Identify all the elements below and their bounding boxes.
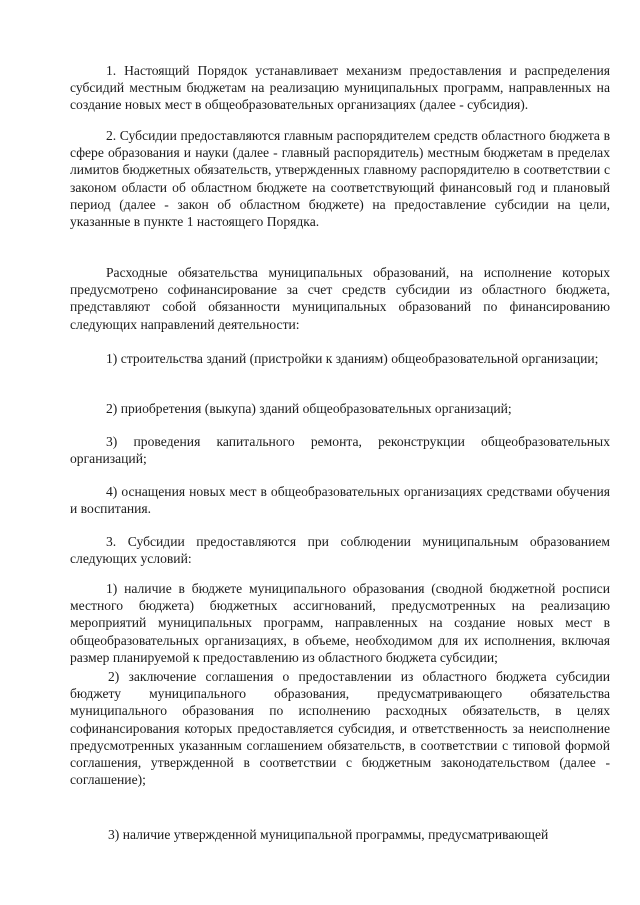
list-item-2: 2) приобретения (выкупа) зданий общеобразовательных организаций; xyxy=(106,401,512,416)
list-item-1: 1) строительства зданий (пристройки к зданиям) общеобразовательной организации; xyxy=(106,351,599,366)
paragraph-4: 3. Субсидии предоставляются при соблюдении муниципальным образованием следующих условий: xyxy=(70,534,610,567)
paragraph-2: 2. Субсидии предоставляются главным распорядителем средств областного бюджета в сфере образования и науки (далее - главный распорядитель) местным бюджетам в пределах лимитов бюджетных обязательств, утвержденных главному распорядителю в соответствии с законом области об областном бюджете на соответствующий финансовый год и плановый период (далее - закон об областном бюджете) на предоставление субсидии на цели, указанные в пункте 1 настоящего Порядка. xyxy=(70,128,610,230)
paragraph-1: 1. Настоящий Порядок устанавливает механизм предоставления и распределения субсидий местным бюджетам на реализацию муниципальных программ, направленных на создание новых мест в общеобразовательных организациях (далее - субсидия). xyxy=(70,63,610,113)
condition-3: 3) наличие утвержденной муниципальной программы, предусматривающей xyxy=(108,827,549,842)
list-item-4: 4) оснащения новых мест в общеобразовательных организациях средствами обучения и воспитания. xyxy=(70,484,610,517)
condition-1: 1) наличие в бюджете муниципального образования (сводной бюджетной росписи местного бюджета) бюджетных ассигнований, предусмотренных на реализацию мероприятий муниципальных программ, направленных на создание новых мест в общеобразовательных организациях, в объеме, необходимом для их исполнения, включая размер планируемой к предоставлению из областного бюджета субсидии; xyxy=(70,581,610,665)
condition-2: 2) заключение соглашения о предоставлении из областного бюджета субсидии бюджету муниципального образования, предусматривающего обязательства муниципального образования по исполнению расходных обязательств, в целях софинансирования которых предоставляется субсидия, и ответственность за неисполнение предусмотренных указанным соглашением обязательств, в соответствии с типовой формой соглашения, утвержденной в соответствии с бюджетным законодательством (далее - соглашение); xyxy=(70,669,610,788)
paragraph-3: Расходные обязательства муниципальных образований, на исполнение которых предусмотрено софинансирование за счет средств субсидии из областного бюджета, представляют собой обязанности муниципальных образований по финансированию следующих направлений деятельности: xyxy=(70,265,610,332)
list-item-3: 3) проведения капитального ремонта, реконструкции общеобразовательных организаций; xyxy=(70,434,610,467)
